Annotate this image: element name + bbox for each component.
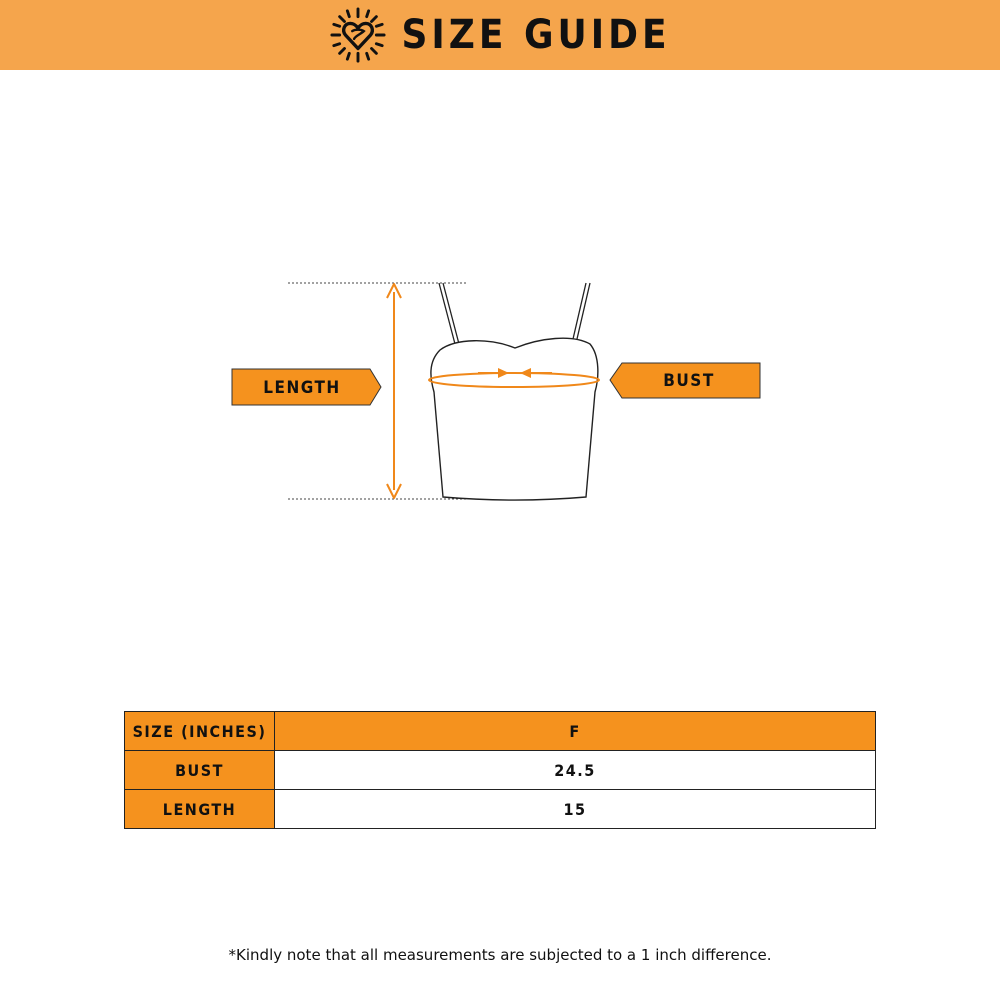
bust-label: BUST bbox=[663, 371, 715, 391]
length-label: LENGTH bbox=[263, 378, 341, 398]
size-table bbox=[124, 711, 876, 829]
table-row bbox=[125, 790, 876, 829]
garment-outline bbox=[431, 338, 598, 500]
row-value-cell: 24.5 bbox=[275, 751, 876, 790]
table-header-cell: SIZE (INCHES) bbox=[125, 712, 275, 751]
measurement-note: *Kindly note that all measurements are subjected to a 1 inch difference. bbox=[228, 946, 772, 964]
table-header-row bbox=[125, 712, 876, 751]
table-row bbox=[125, 751, 876, 790]
length-label-tag bbox=[232, 369, 381, 405]
page-title: SIZE GUIDE bbox=[401, 12, 671, 58]
row-label-cell: LENGTH bbox=[125, 790, 275, 829]
bust-label-tag bbox=[610, 363, 760, 398]
garment-straps bbox=[439, 283, 590, 344]
row-label-cell: BUST bbox=[125, 751, 275, 790]
row-value-cell: 15 bbox=[275, 790, 876, 829]
table-header-cell: F bbox=[275, 712, 876, 751]
length-arrow bbox=[387, 284, 401, 498]
